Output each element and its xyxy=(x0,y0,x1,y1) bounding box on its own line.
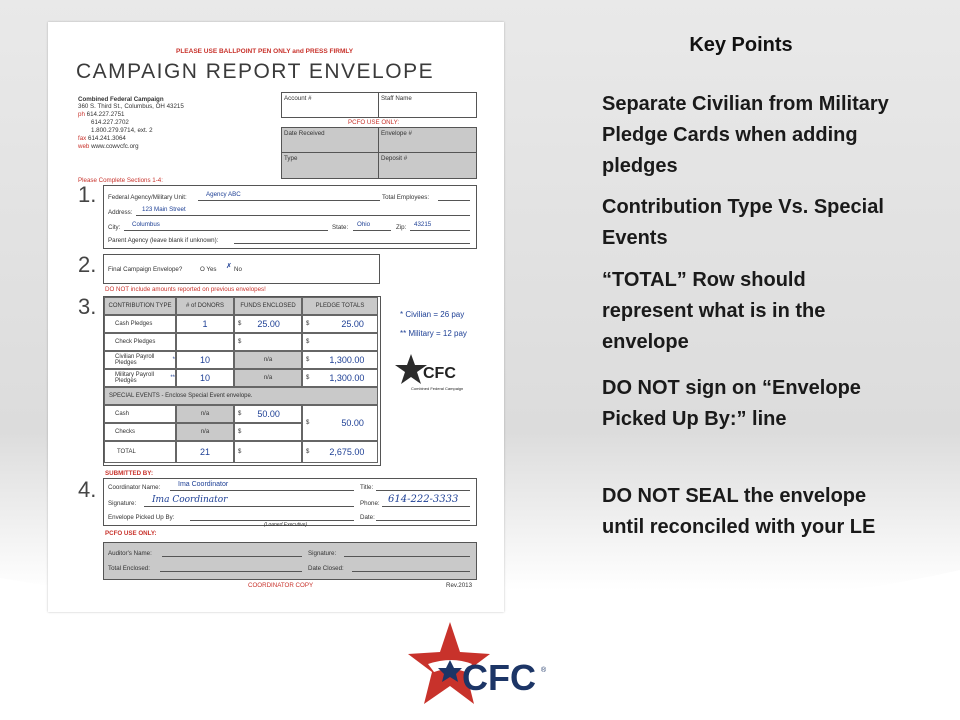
coordinator-copy-label: COORDINATOR COPY xyxy=(248,582,314,589)
section-1-number: 1. xyxy=(78,182,97,207)
state-value: Ohio xyxy=(357,221,371,228)
deposit-label: Deposit # xyxy=(381,155,408,162)
key-point-4: DO NOT sign on “Envelope Picked Up By:” line xyxy=(602,377,861,430)
envelope-number-label: Envelope # xyxy=(381,130,412,137)
org-name: Combined Federal Campaign xyxy=(78,96,164,103)
key-points-title: Key Points xyxy=(689,34,793,56)
revision-label: Rev.2013 xyxy=(446,582,473,589)
type-label: Type xyxy=(284,155,298,162)
key-point-5: DO NOT SEAL the envelope until reconciled with your LE xyxy=(602,485,876,538)
agency-value: Agency ABC xyxy=(206,191,241,198)
cfc-small-logo xyxy=(393,348,471,394)
pcfo-auditor-box xyxy=(103,542,477,580)
section-3-number: 3. xyxy=(78,294,97,319)
civilian-note: * Civilian = 26 pay xyxy=(400,310,465,319)
section-2-number: 2. xyxy=(78,252,97,277)
coordinator-value: Ima Coordinator xyxy=(178,481,229,488)
key-point-3: “TOTAL” Row should represent what is in the envelope xyxy=(602,269,826,353)
pcfo-use-only-label: PCFO USE ONLY: xyxy=(348,119,400,126)
zip-value: 43215 xyxy=(414,221,432,228)
staff-name-label: Staff Name xyxy=(381,95,412,102)
pen-note: PLEASE USE BALLPOINT PEN ONLY and PRESS FIRMLY xyxy=(176,48,354,55)
org-phone-3: 1.800.279.9714, ext. 2 xyxy=(91,127,153,134)
submitted-by-label: SUBMITTED BY: xyxy=(105,470,154,477)
military-note: ** Military = 12 pay xyxy=(400,329,467,338)
do-not-include-note: DO NOT include amounts reported on previous envelopes! xyxy=(105,286,266,293)
address-value: 123 Main Street xyxy=(142,206,186,213)
org-fax: fax 614.241.3064 xyxy=(78,135,126,142)
org-phone-1: ph 614.227.2751 xyxy=(78,111,125,118)
cfc-logo xyxy=(408,620,548,710)
signature-value: Ima Coordinator xyxy=(152,495,228,505)
complete-sections-note: Please Complete Sections 1-4: xyxy=(78,177,163,184)
campaign-report-form-image: PLEASE USE BALLPOINT PEN ONLY and PRESS FIRMLY CAMPAIGN REPORT ENVELOPE Combined Federal Campaign 360 S. Third St., Columbus, OH 43215 ph 614.227.2751 614.227.2702 1.800.279.9714, ext. 2 fax 614.241.3064 web www.cowvcfc.org Account # Staff Name PCFO USE ONLY: Date Received Envelope # Type Deposit # Please Complete Sections 1-4: 1. Federal Agency/Military Unit: Agency ABC Total Employees: Address: 123 Main Street City: Columbus State: Ohio Zip: 43215 Parent Agency (leave blank if unknown): 2. Final Campaign Envelope? O Yes ✗ No DO NOT include amounts reported on previous envelopes! 3. CONTRIBUTION TYPE # of DONORS FUNDS ENCLOSED PLEDGE TOTALS Cash Pledges 1 $ 25.00 $ 25.00 Check Pledges $ $ Civilian Payroll Pledges * 10 n/a $ 1,300.00 Military Payroll Pledges ** 10 n/a $ 1,300.00 SPECIAL EVENTS - Enclose Special Event envelope. Cash n/a $ 50.00 $ 50.00 Checks n/a $ TOTAL 21 $ $ 2,675.00 * Civilian = 26 pay ** Military = 12 pay CFC Combined Federal Campaign SUBMITTED BY: 4. Coordinator Name: Ima Coordinator Title: Signature: Ima Coordinator Phone: 614-222-3333 Envelope Picked Up By: Date: (Loaned Executive) PCFO USE ONLY: Auditor's Name: Signature: Total Enclosed: Date Closed: COORDINATOR COPY Rev.2013 xyxy=(48,22,504,612)
section-4-number: 4. xyxy=(78,477,97,502)
org-phone-2: 614.227.2702 xyxy=(91,119,129,126)
key-point-1: Separate Civilian from Military Pledge Cards when adding pledges xyxy=(602,93,889,177)
pcfo-use-only-2-label: PCFO USE ONLY: xyxy=(105,530,157,537)
cfc-small-logo-subtext: Combined Federal Campaign xyxy=(411,386,464,391)
cfc-logo-text: CFC xyxy=(462,657,536,698)
cfc-small-logo-text: CFC xyxy=(423,365,456,382)
key-point-2: Contribution Type Vs. Special Events xyxy=(602,196,884,249)
date-received-label: Date Received xyxy=(284,130,325,137)
account-label: Account # xyxy=(284,95,312,102)
org-address: 360 S. Third St., Columbus, OH 43215 xyxy=(78,103,184,110)
phone-value: 614-222-3333 xyxy=(388,494,459,505)
org-web: web www.cowvcfc.org xyxy=(78,143,139,150)
final-no-mark: ✗ xyxy=(226,263,232,270)
form-title: CAMPAIGN REPORT ENVELOPE xyxy=(76,60,435,83)
registered-mark: ® xyxy=(541,667,547,674)
city-value: Columbus xyxy=(132,221,160,228)
